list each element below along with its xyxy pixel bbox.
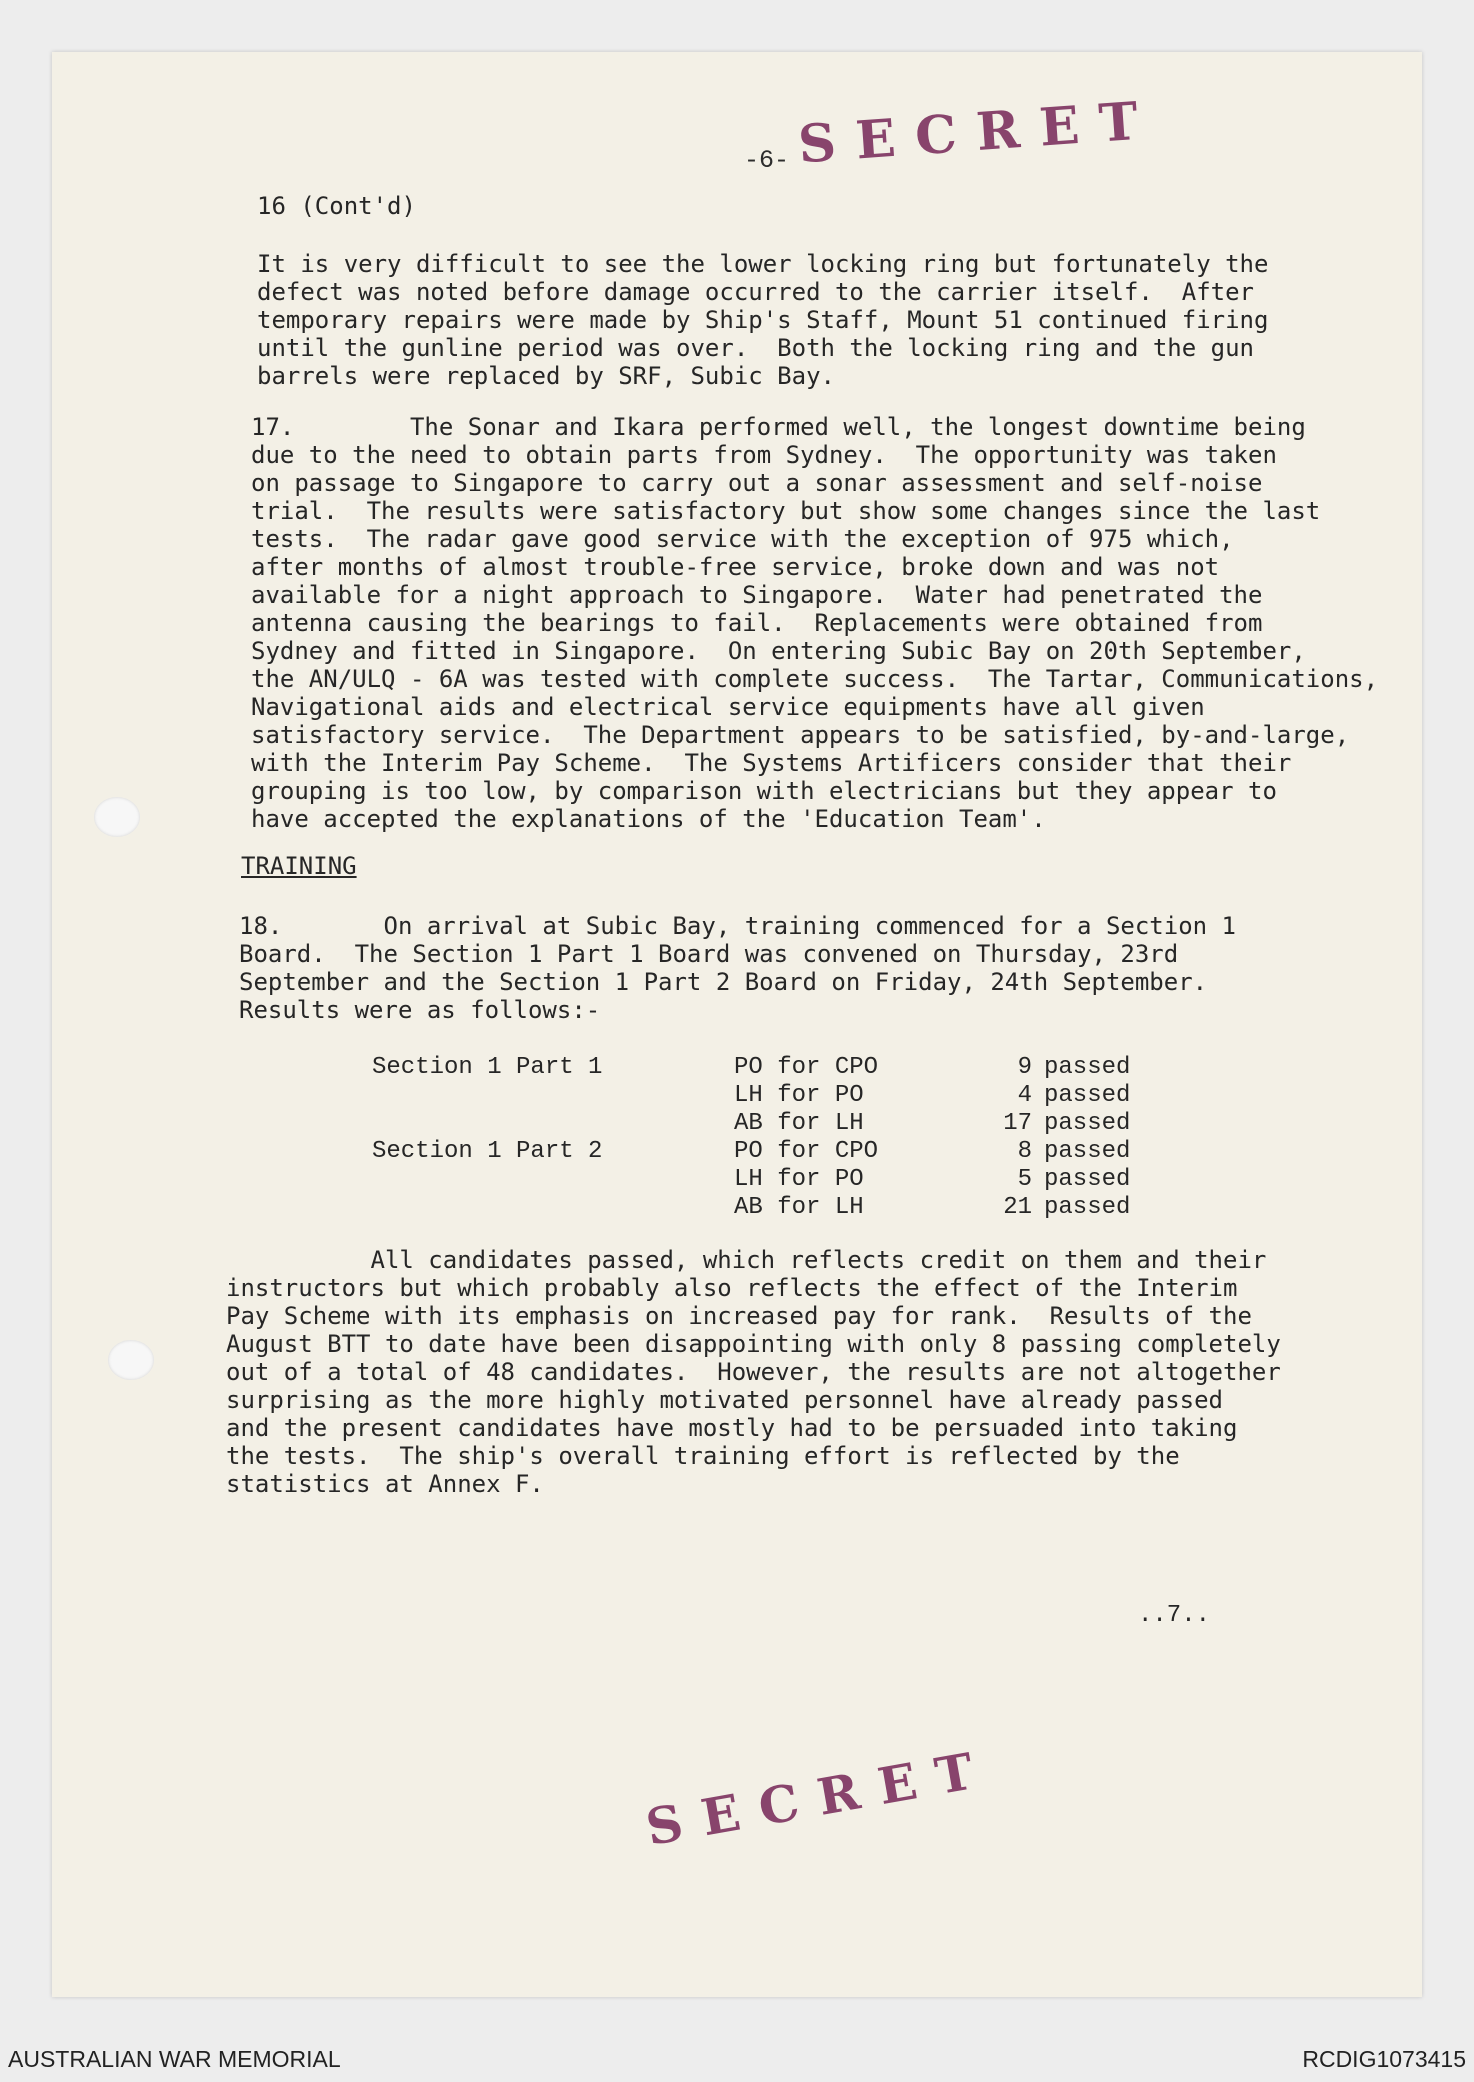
results-category: AB for LH: [734, 1110, 864, 1137]
paragraph-18: 18. On arrival at Subic Bay, training commenced for a Section 1 Board. The Section 1 Part 1 Board was convened on Thursday, 23rd September and the Section 1 Part 2 Board on Friday, 24th September. Results were as follows:-: [239, 912, 1236, 1024]
results-count: 5: [1017, 1166, 1032, 1193]
results-board: [372, 1194, 734, 1222]
results-board: [372, 1166, 734, 1194]
continuation-marker: ..7..: [1138, 1602, 1211, 1629]
footer-archive-name: AUSTRALIAN WAR MEMORIAL: [8, 2046, 341, 2072]
results-board: Section 1 Part 1: [372, 1054, 603, 1081]
secret-stamp-top: SECRET: [796, 89, 1160, 176]
results-category: LH for PO: [734, 1082, 864, 1109]
results-count: 17: [1003, 1110, 1032, 1137]
results-row: [372, 1054, 1130, 1082]
section-16-text: It is very difficult to see the lower locking ring but fortunately the defect was noted before damage occurred to the carrier itself. After temporary repairs were made by Ship's Staff, Mount 51 continued firing until the gunline period was over. Both the locking ring and the gun barrels were replaced by SRF, Subic Bay.: [257, 250, 1269, 390]
results-status: passed: [1044, 1138, 1131, 1165]
footer-record-id: RCDIG1073415: [1302, 2046, 1466, 2072]
results-count: 4: [1017, 1082, 1032, 1109]
secret-stamp-bottom: SECRET: [641, 1737, 998, 1858]
results-row: [372, 1082, 1130, 1110]
punch-hole-upper: [94, 797, 140, 837]
results-category: LH for PO: [734, 1166, 864, 1193]
results-row: [372, 1110, 1130, 1138]
results-board: [372, 1082, 734, 1110]
results-category: AB for LH: [734, 1194, 864, 1221]
results-status: passed: [1044, 1082, 1131, 1109]
results-count: 8: [1017, 1138, 1032, 1165]
results-status: passed: [1044, 1110, 1131, 1137]
training-heading: TRAINING: [241, 852, 357, 880]
results-category: PO for CPO: [734, 1138, 879, 1165]
results-board: [372, 1110, 734, 1138]
results-row: [372, 1194, 1130, 1222]
results-count: 21: [1003, 1194, 1032, 1221]
section-17-text: 17. The Sonar and Ikara performed well, the longest downtime being due to the need to obtain parts from Sydney. The opportunity was taken on passage to Singapore to carry out a sonar assessment and self-noise trial. The results were satisfactory but show some changes since the last tests. The radar gave good service with the exception of 975 which, after months of almost trouble-free service, broke down and was not available for a night approach to Singapore. Water had penetrated the antenna causing the bearings to fail. Replacements were obtained from Sydney and fitted in Singapore. On entering Subic Bay on 20th September, the AN/ULQ - 6A was tested with complete success. The Tartar, Communications, Navigational aids and electrical service equipments have all given satisfactory service. The Department appears to be satisfied, by-and-large, with the Interim Pay Scheme. The Systems Artificers consider that their grouping is too low, by comparison with electricians but they appear to have accepted the explanations of the 'Education Team'.: [251, 413, 1379, 833]
results-row: [372, 1138, 1130, 1166]
results-status: passed: [1044, 1054, 1131, 1081]
results-table: [372, 1054, 1130, 1222]
results-count: 9: [1017, 1054, 1032, 1081]
results-board: Section 1 Part 2: [372, 1138, 603, 1165]
results-category: PO for CPO: [734, 1054, 879, 1081]
results-status: passed: [1044, 1166, 1131, 1193]
closing-paragraph: All candidates passed, which reflects credit on them and their instructors but which probably also reflects the effect of the Interim Pay Scheme with its emphasis on increased pay for rank. Results of the August BTT to date have been disappointing with only 8 passing completely out of a total of 48 candidates. However, the results are not altogether surprising as the more highly motivated personnel have already passed and the present candidates have mostly had to be persuaded into taking the tests. The ship's overall training effort is reflected by the statistics at Annex F.: [226, 1246, 1281, 1498]
section-16-heading: 16 (Cont'd): [257, 192, 416, 220]
results-row: [372, 1166, 1130, 1194]
results-status: passed: [1044, 1194, 1131, 1221]
page-number: -6-: [744, 146, 790, 175]
punch-hole-lower: [108, 1340, 154, 1380]
